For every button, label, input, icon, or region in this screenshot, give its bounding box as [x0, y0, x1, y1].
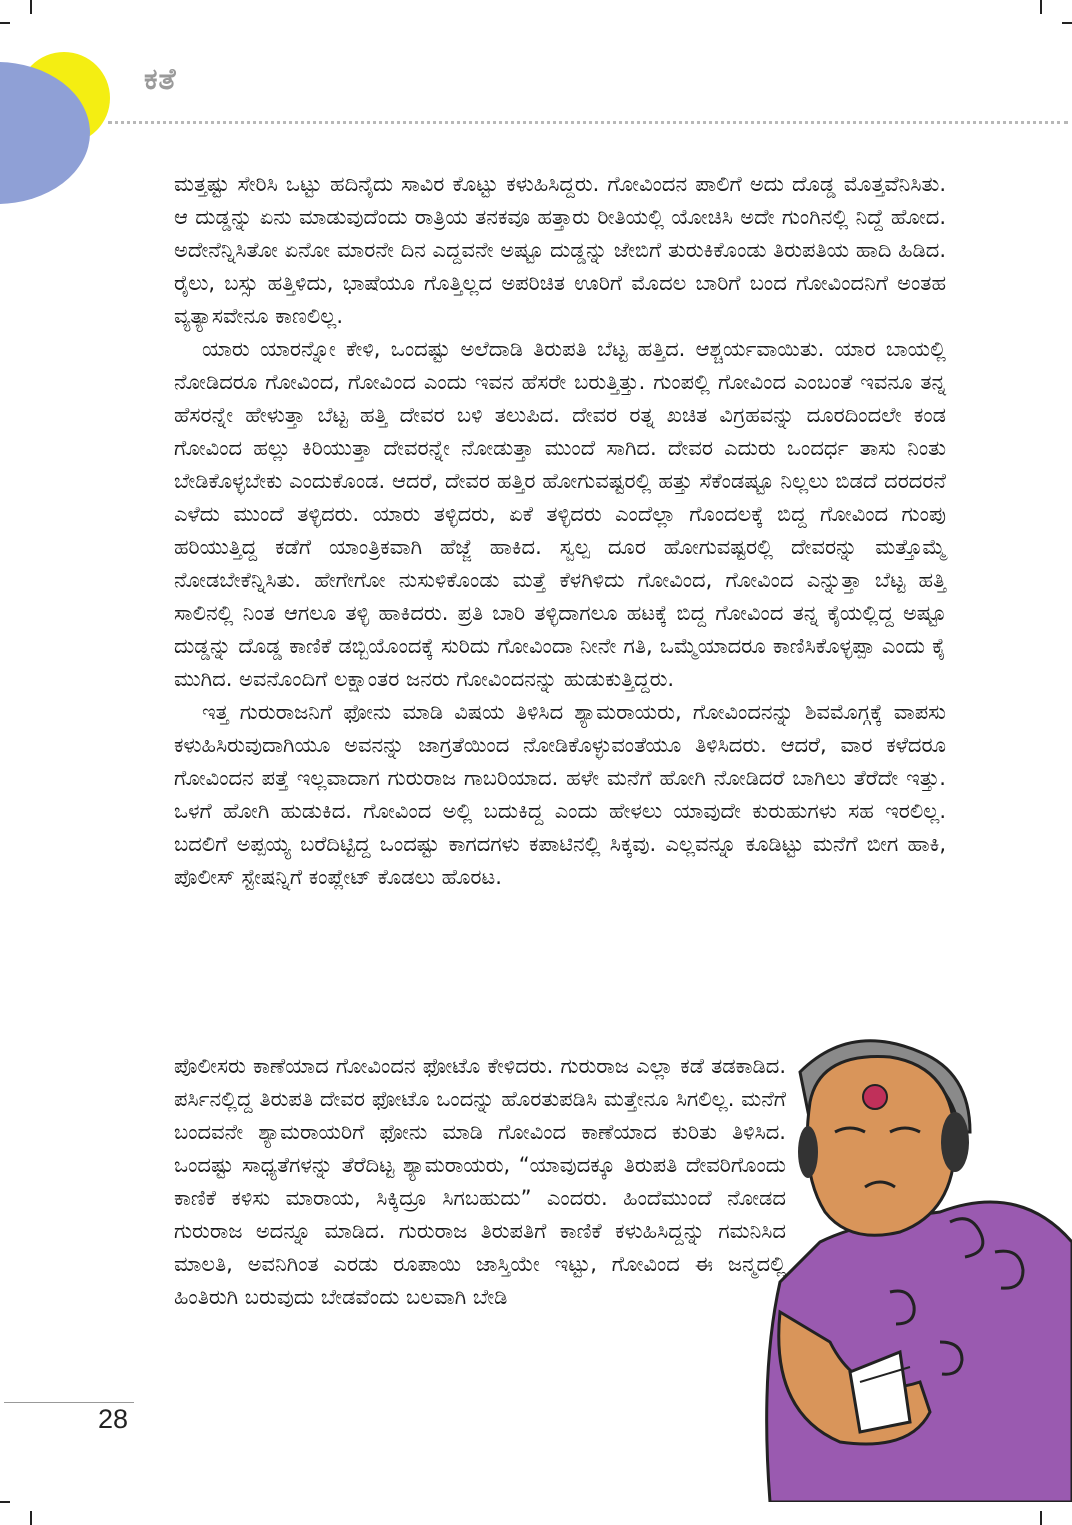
dotted-divider: [108, 121, 1068, 124]
paragraph: ಇತ್ತ ಗುರುರಾಜನಿಗೆ ಫೋನು ಮಾಡಿ ವಿಷಯ ತಿಳಿಸಿದ ಶ್ಯಾಮರಾಯರು, ಗೋವಿಂದನನ್ನು ಶಿವಮೊಗ್ಗಕ್ಕೆ ವಾಪಸು ಕಳುಹಿಸಿರುವುದಾಗಿಯೂ ಅವನನ್ನು ಜಾಗ್ರತೆಯಿಂದ ನೋಡಿಕೊಳ್ಳುವಂತೆಯೂ ತಿಳಿಸಿದರು. ಆದರೆ, ವಾರ ಕಳೆದರೂ ಗೋವಿಂದನ ಪತ್ತೆ ಇಲ್ಲವಾದಾಗ ಗುರುರಾಜ ಗಾಬರಿಯಾದ. ಹಳೇ ಮನೆಗೆ ಹೋಗಿ ನೋಡಿದರೆ ಬಾಗಿಲು ತೆರೆದೇ ಇತ್ತು. ಒಳಗೆ ಹೋಗಿ ಹುಡುಕಿದ. ಗೋವಿಂದ ಅಲ್ಲಿ ಬದುಕಿದ್ದ ಎಂದು ಹೇಳಲು ಯಾವುದೇ ಕುರುಹುಗಳು ಸಹ ಇರಲಿಲ್ಲ. ಬದಲಿಗೆ ಅಪ್ಪಯ್ಯ ಬರೆದಿಟ್ಟಿದ್ದ ಒಂದಷ್ಟು ಕಾಗದಗಳು ಕಪಾಟಿನಲ್ಲಿ ಸಿಕ್ಕವು. ಎಲ್ಲವನ್ನೂ ಕೂಡಿಟ್ಟು ಮನೆಗೆ ಬೀಗ ಹಾಕಿ, ಪೊಲೀಸ್ ಸ್ಟೇಷನ್ನಿಗೆ ಕಂಪ್ಲೇಟ್ ಕೊಡಲು ಹೊರಟ.: [174, 700, 946, 889]
crop-mark: [0, 22, 10, 24]
crop-mark: [30, 1511, 32, 1525]
section-label: ಕತೆ: [144, 62, 177, 97]
crop-mark: [30, 0, 32, 14]
story-text-main: [174, 168, 946, 894]
page-number-rule: [4, 1402, 134, 1403]
paragraph: ಯಾರು ಯಾರನ್ನೋ ಕೇಳಿ, ಒಂದಷ್ಟು ಅಲೆದಾಡಿ ತಿರುಪತಿ ಬೆಟ್ಟ ಹತ್ತಿದ. ಆಶ್ಚರ್ಯವಾಯಿತು. ಯಾರ ಬಾಯಲ್ಲಿ ನೋಡಿದರೂ ಗೋವಿಂದ, ಗೋವಿಂದ ಎಂದು ಇವನ ಹೆಸರೇ ಬರುತ್ತಿತ್ತು. ಗುಂಪಲ್ಲಿ ಗೋವಿಂದ ಎಂಬಂತೆ ಇವನೂ ತನ್ನ ಹೆಸರನ್ನೇ ಹೇಳುತ್ತಾ ಬೆಟ್ಟ ಹತ್ತಿ ದೇವರ ಬಳಿ ತಲುಪಿದ. ದೇವರ ರತ್ನ ಖಚಿತ ವಿಗ್ರಹವನ್ನು ದೂರದಿಂದಲೇ ಕಂಡ ಗೋವಿಂದ ಹಲ್ಲು ಕಿರಿಯುತ್ತಾ ದೇವರನ್ನೇ ನೋಡುತ್ತಾ ಮುಂದೆ ಸಾಗಿದ. ದೇವರ ಎದುರು ಒಂದರ್ಧ ತಾಸು ನಿಂತು ಬೇಡಿಕೊಳ್ಳಬೇಕು ಎಂದುಕೊಂಡ. ಆದರೆ, ದೇವರ ಹತ್ತಿರ ಹೋಗುವಷ್ಟರಲ್ಲಿ ಹತ್ತು ಸೆಕೆಂಡಷ್ಟೂ ನಿಲ್ಲಲು ಬಿಡದೆ ದರದರನೆ ಎಳೆದು ಮುಂದೆ ತಳ್ಳಿದರು. ಯಾರು ತಳ್ಳಿದರು, ಏಕೆ ತಳ್ಳಿದರು ಎಂದೆಲ್ಲಾ ಗೊಂದಲಕ್ಕೆ ಬಿದ್ದ ಗೋವಿಂದ ಗುಂಪು ಹರಿಯುತ್ತಿದ್ದ ಕಡೆಗೆ ಯಾಂತ್ರಿಕವಾಗಿ ಹೆಜ್ಜೆ ಹಾಕಿದ. ಸ್ವಲ್ಪ ದೂರ ಹೋಗುವಷ್ಟರಲ್ಲಿ ದೇವರನ್ನು ಮತ್ತೊಮ್ಮೆ ನೋಡಬೇಕೆನ್ನಿಸಿತು. ಹೇಗೇಗೋ ನುಸುಳಿಕೊಂಡು ಮತ್ತೆ ಕೆಳಗಿಳಿದು ಗೋವಿಂದ, ಗೋವಿಂದ ಎನ್ನುತ್ತಾ ಬೆಟ್ಟ ಹತ್ತಿ ಸಾಲಿನಲ್ಲಿ ನಿಂತ ಆಗಲೂ ತಳ್ಳಿ ಹಾಕಿದರು. ಪ್ರತಿ ಬಾರಿ ತಳ್ಳಿದಾಗಲೂ ಹಟಕ್ಕೆ ಬಿದ್ದ ಗೋವಿಂದ ತನ್ನ ಕೈಯಲ್ಲಿದ್ದ ಅಷ್ಟೂ ದುಡ್ಡನ್ನು ದೊಡ್ಡ ಕಾಣಿಕೆ ಡಬ್ಬಿಯೊಂದಕ್ಕೆ ಸುರಿದು ಗೋವಿಂದಾ ನೀನೇ ಗತಿ, ಒಮ್ಮೆಯಾದರೂ ಕಾಣಿಸಿಕೊಳ್ಳಪ್ಪಾ ಎಂದು ಕೈ ಮುಗಿದ. ಅವನೊಂದಿಗೆ ಲಕ್ಷಾಂತರ ಜನರು ಗೋವಿಂದನನ್ನು ಹುಡುಕುತ್ತಿದ್ದರು.: [174, 337, 946, 691]
paragraph: ಮತ್ತಷ್ಟು ಸೇರಿಸಿ ಒಟ್ಟು ಹದಿನೈದು ಸಾವಿರ ಕೊಟ್ಟು ಕಳುಹಿಸಿದ್ದರು. ಗೋವಿಂದನ ಪಾಲಿಗೆ ಅದು ದೊಡ್ಡ ಮೊತ್ತವೆನಿಸಿತು. ಆ ದುಡ್ಡನ್ನು ಏನು ಮಾಡುವುದೆಂದು ರಾತ್ರಿಯ ತನಕವೂ ಹತ್ತಾರು ರೀತಿಯಲ್ಲಿ ಯೋಚಿಸಿ ಅದೇ ಗುಂಗಿನಲ್ಲಿ ನಿದ್ದೆ ಹೋದ. ಅದೇನೆನ್ನಿಸಿತೋ ಏನೋ ಮಾರನೇ ದಿನ ಎದ್ದವನೇ ಅಷ್ಟೂ ದುಡ್ಡನ್ನು ಜೇಬಿಗೆ ತುರುಕಿಕೊಂಡು ತಿರುಪತಿಯ ಹಾದಿ ಹಿಡಿದ. ರೈಲು, ಬಸ್ಸು ಹತ್ತಿಳಿದು, ಭಾಷೆಯೂ ಗೊತ್ತಿಲ್ಲದ ಅಪರಿಚಿತ ಊರಿಗೆ ಮೊದಲ ಬಾರಿಗೆ ಬಂದ ಗೋವಿಂದನಿಗೆ ಅಂತಹ ವ್ಯತ್ಯಾಸವೇನೂ ಕಾಣಲಿಲ್ಲ.: [174, 172, 946, 328]
story-text-narrow: [174, 1050, 786, 1314]
woman-illustration: [740, 1012, 1072, 1502]
crop-mark: [1040, 0, 1042, 14]
crop-mark: [1040, 1511, 1042, 1525]
page-number: 28: [98, 1404, 129, 1434]
crop-mark: [0, 1501, 10, 1503]
crop-mark: [1062, 22, 1072, 24]
paragraph: ಪೊಲೀಸರು ಕಾಣೆಯಾದ ಗೋವಿಂದನ ಫೋಟೊ ಕೇಳಿದರು. ಗುರುರಾಜ ಎಲ್ಲಾ ಕಡೆ ತಡಕಾಡಿದ. ಪರ್ಸಿನಲ್ಲಿದ್ದ ತಿರುಪತಿ ದೇವರ ಫೋಟೊ ಒಂದನ್ನು ಹೊರತುಪಡಿಸಿ ಮತ್ತೇನೂ ಸಿಗಲಿಲ್ಲ. ಮನೆಗೆ ಬಂದವನೇ ಶ್ಯಾಮರಾಯರಿಗೆ ಫೋನು ಮಾಡಿ ಗೋವಿಂದ ಕಾಣೆಯಾದ ಕುರಿತು ತಿಳಿಸಿದ. ಒಂದಷ್ಟು ಸಾಧ್ಯತೆಗಳನ್ನು ತೆರೆದಿಟ್ಟ ಶ್ಯಾಮರಾಯರು, “ಯಾವುದಕ್ಕೂ ತಿರುಪತಿ ದೇವರಿಗೊಂದು ಕಾಣಿಕೆ ಕಳಿಸು ಮಾರಾಯ, ಸಿಕ್ಕಿದ್ರೂ ಸಿಗಬಹುದು” ಎಂದರು. ಹಿಂದೆಮುಂದೆ ನೋಡದ ಗುರುರಾಜ ಅದನ್ನೂ ಮಾಡಿದ. ಗುರುರಾಜ ತಿರುಪತಿಗೆ ಕಾಣಿಕೆ ಕಳುಹಿಸಿದ್ದನ್ನು ಗಮನಿಸಿದ ಮಾಲತಿ, ಅವನಿಗಿಂತ ಎರಡು ರೂಪಾಯಿ ಜಾಸ್ತಿಯೇ ಇಟ್ಟು, ಗೋವಿಂದ ಈ ಜನ್ಮದಲ್ಲಿ ಹಿಂತಿರುಗಿ ಬರುವುದು ಬೇಡವೆಂದು ಬಲವಾಗಿ ಬೇಡಿ: [174, 1054, 786, 1309]
